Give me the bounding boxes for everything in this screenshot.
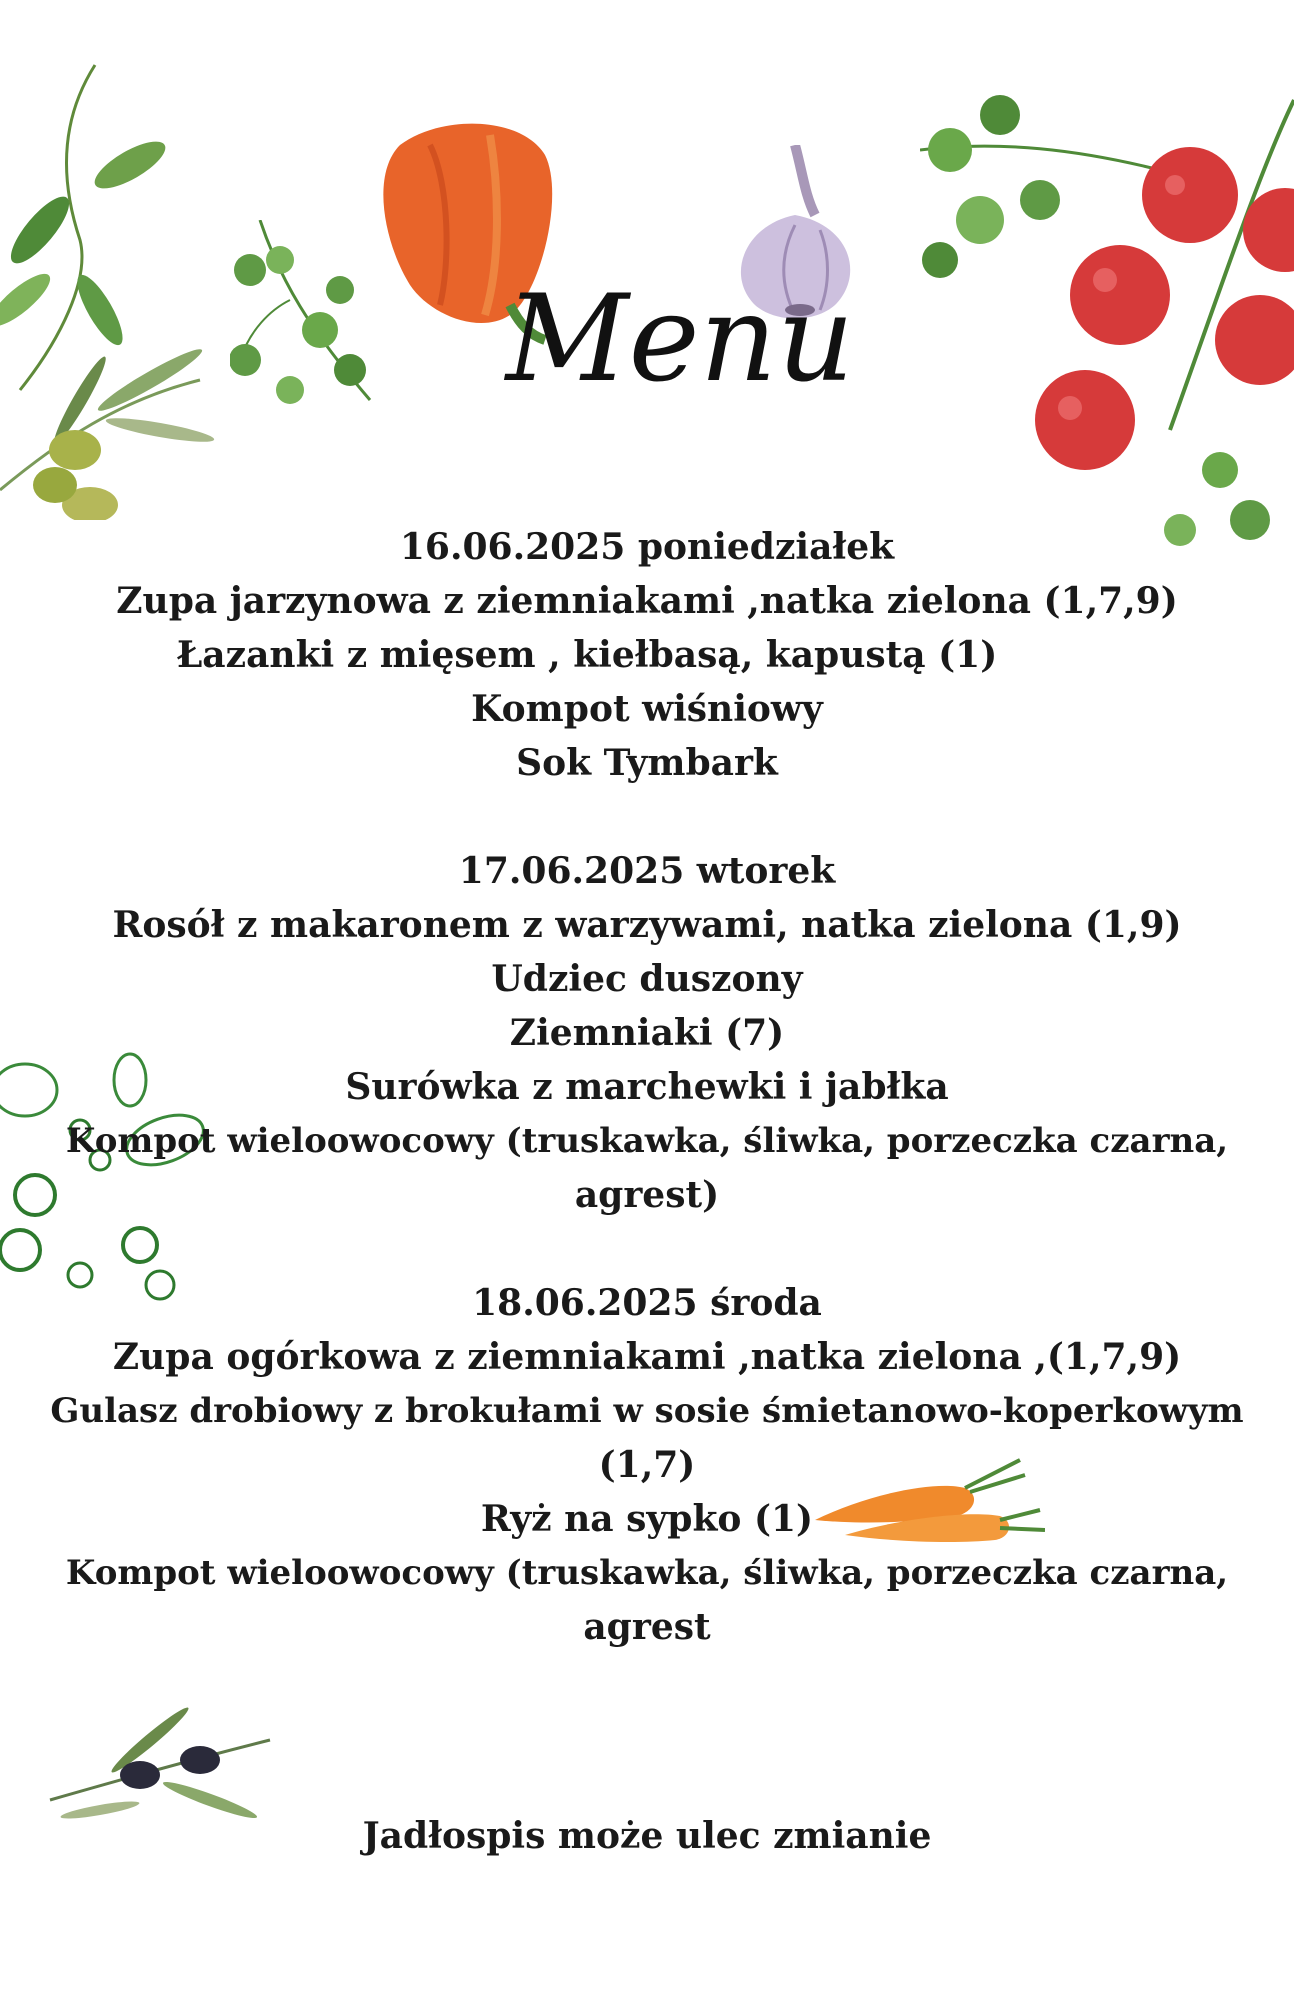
tomato-branch-icon xyxy=(920,90,1294,570)
dish-item: Udziec duszony xyxy=(491,958,803,1000)
dish-item: Ryż na sypko (1) xyxy=(480,1498,814,1540)
day-block-wednesday xyxy=(50,1276,1244,1654)
dish-item: Sok Tymbark xyxy=(516,742,778,784)
day-header: 16.06.2025 poniedziałek xyxy=(399,526,895,568)
dish-item: Kompot wieloowocowy (truskawka, śliwka, porzeczka czarna, xyxy=(65,1553,1229,1593)
dish-item: Rosół z makaronem z warzywami, natka zielona (1,9) xyxy=(112,904,1182,946)
dish-item: Surówka z marchewki i jabłka xyxy=(345,1066,949,1108)
dish-item: Gulasz drobiowy z brokułami w sosie śmietanowo-koperkowym xyxy=(50,1391,1244,1431)
day-block-monday xyxy=(50,520,1244,790)
olive-branch-top-left-icon xyxy=(0,60,220,520)
menu-footer-note: Jadłospis może ulec zmianie xyxy=(362,1815,932,1857)
parsley-icon xyxy=(230,220,390,420)
olive-sprig-icon xyxy=(40,1700,280,1830)
dish-item: Kompot wiśniowy xyxy=(471,688,823,730)
dish-item: agrest xyxy=(583,1606,711,1648)
menu-title-block xyxy=(440,250,920,430)
dish-item: Zupa ogórkowa z ziemniakami ,natka zielona ,(1,7,9) xyxy=(112,1336,1182,1378)
page-title: Menu xyxy=(505,270,855,409)
menu-body xyxy=(50,520,1244,1708)
dish-item: Zupa jarzynowa z ziemniakami ,natka zielona (1,7,9) xyxy=(116,580,1178,622)
dish-item: Ziemniaki (7) xyxy=(509,1012,785,1054)
menu-title-script xyxy=(440,250,920,430)
day-block-tuesday xyxy=(50,844,1244,1222)
day-header: 17.06.2025 wtorek xyxy=(458,850,836,892)
dish-item: agrest) xyxy=(574,1174,720,1216)
dish-item: (1,7) xyxy=(598,1444,696,1486)
dish-item: Łazanki z mięsem , kiełbasą, kapustą (1) xyxy=(176,634,998,676)
day-header: 18.06.2025 środa xyxy=(472,1282,822,1324)
dish-item: Kompot wieloowocowy (truskawka, śliwka, porzeczka czarna, xyxy=(65,1121,1229,1161)
